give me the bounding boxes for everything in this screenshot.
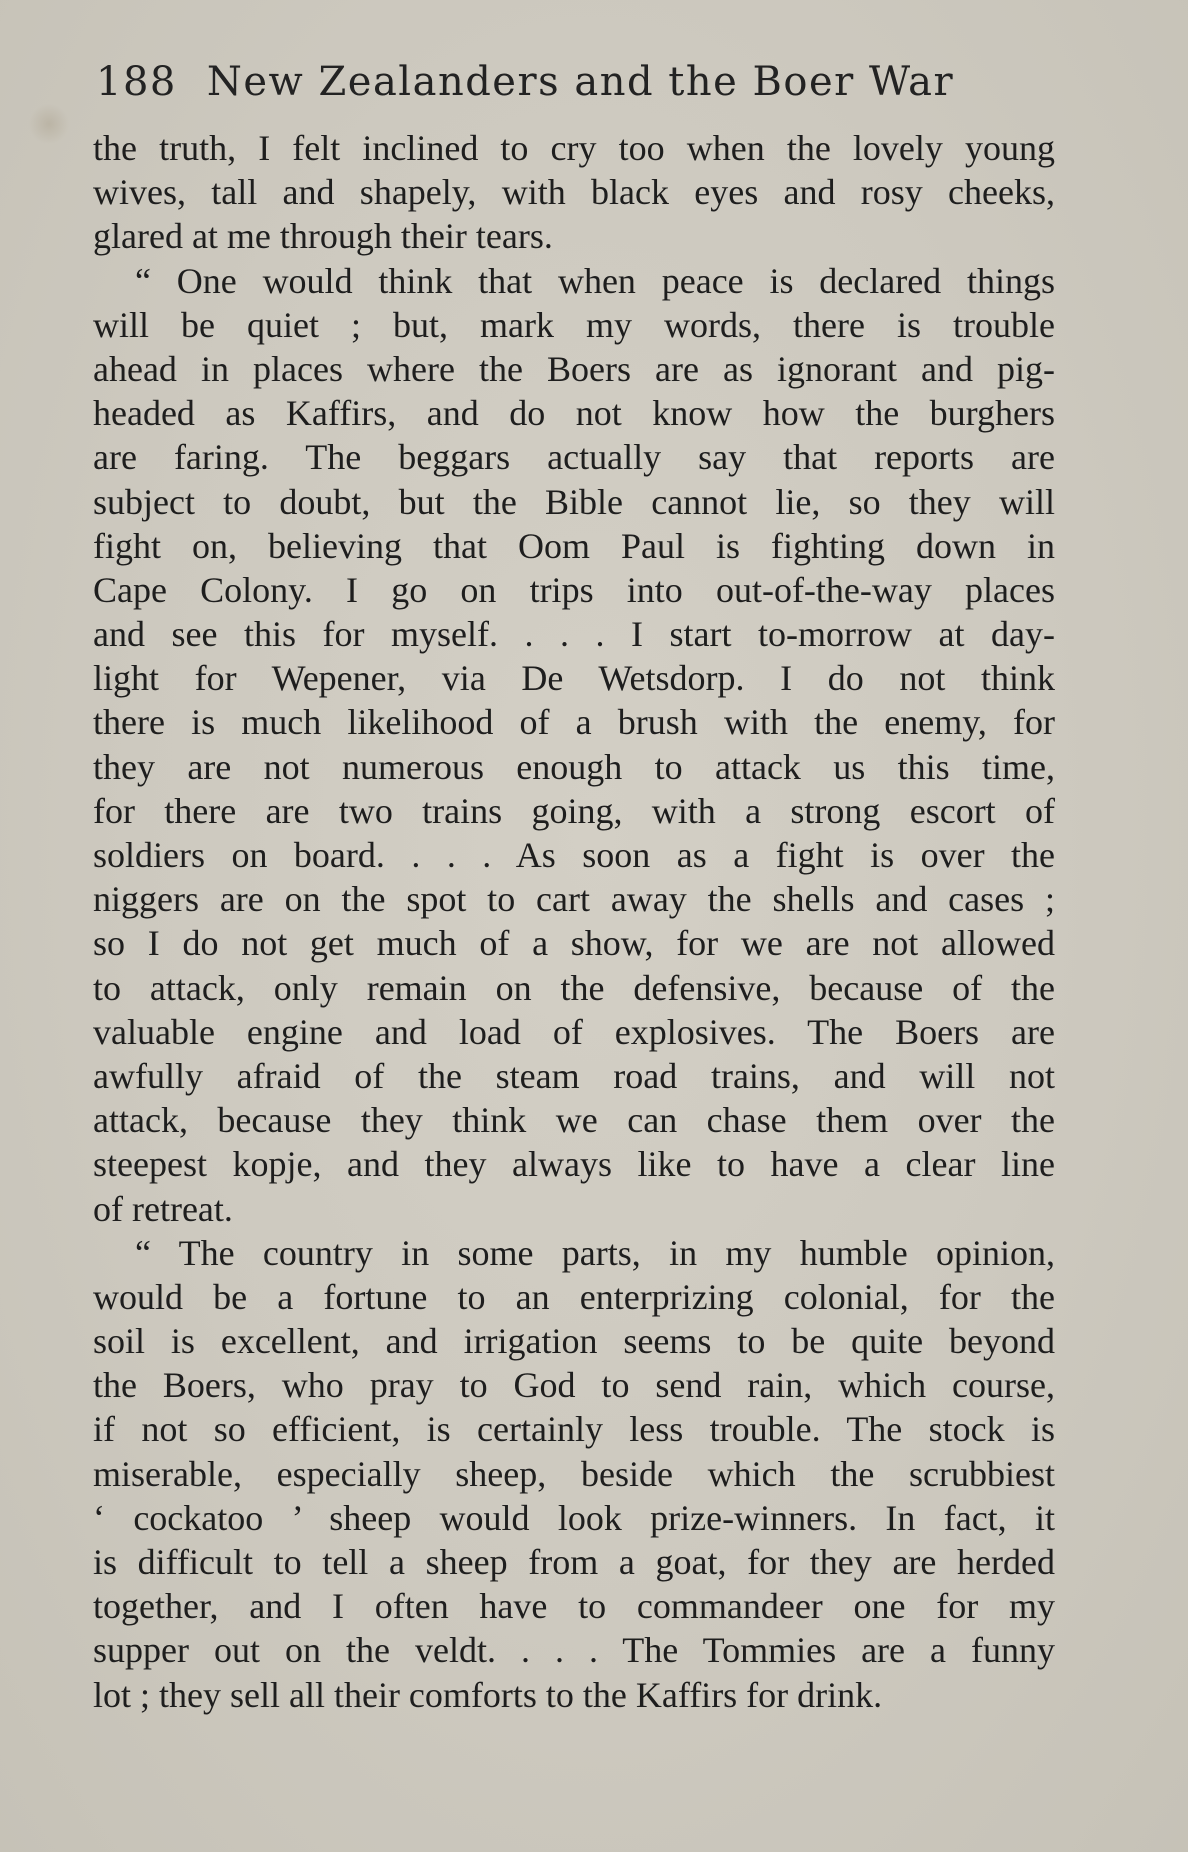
text-line: niggers are on the spot to cart away the shells and cases ;: [93, 879, 1055, 920]
text-line: steepest kopje, and they always like to have a clear line: [93, 1144, 1055, 1185]
text-line: the truth, I felt inclined to cry too when the lovely young: [93, 128, 1055, 168]
text-line: to attack, only remain on the defensive, because of the: [93, 967, 1055, 1008]
text-line: ‘ cockatoo ’ sheep would look prize-winners. In fact, it: [93, 1497, 1055, 1538]
text-line: wives, tall and shapely, with black eyes and rosy cheeks,: [93, 172, 1055, 213]
text-line: they are not numerous enough to attack us this time,: [93, 746, 1055, 787]
text-line: for there are two trains going, with a strong escort of: [93, 790, 1055, 831]
body-text: [93, 126, 1055, 1717]
text-line: fight on, believing that Oom Paul is fighting down in: [93, 525, 1055, 566]
text-line: there is much likelihood of a brush with the enemy, for: [93, 702, 1055, 743]
text-line: soldiers on board. . . . As soon as a fight is over the: [93, 835, 1055, 875]
running-title: New Zealanders and the Boer War: [206, 59, 955, 105]
text-line: would be a fortune to an enterprizing colonial, for the: [93, 1276, 1055, 1317]
text-line: glared at me through their tears.: [93, 216, 553, 257]
text-line: attack, because they think we can chase them over the: [93, 1100, 1055, 1141]
text-line: miserable, especially sheep, beside which the scrubbiest: [93, 1453, 1055, 1494]
text-line: valuable engine and load of explosives. The Boers are: [93, 1011, 1055, 1052]
text-line: awfully afraid of the steam road trains, and will not: [93, 1055, 1055, 1096]
text-line: together, and I often have to commandeer one for my: [93, 1586, 1055, 1627]
text-line: subject to doubt, but the Bible cannot lie, so they will: [93, 481, 1055, 522]
text-line: will be quiet ; but, mark my words, there is trouble: [93, 304, 1055, 345]
page-number: 188: [96, 59, 177, 105]
running-header: [96, 52, 1036, 112]
text-line: “ One would think that when peace is declared things: [135, 260, 1055, 301]
paper-stain: [28, 104, 70, 144]
text-line: if not so efficient, is certainly less trouble. The stock is: [93, 1409, 1055, 1450]
text-line: are faring. The beggars actually say that reports are: [93, 437, 1055, 478]
text-line: “ The country in some parts, in my humble opinion,: [135, 1232, 1055, 1273]
text-line: soil is excellent, and irrigation seems to be quite beyond: [93, 1321, 1055, 1362]
text-line: and see this for myself. . . . I start to-morrow at day-: [93, 614, 1055, 655]
text-line: so I do not get much of a show, for we are not allowed: [93, 923, 1055, 964]
text-line: of retreat.: [93, 1188, 233, 1229]
text-line: light for Wepener, via De Wetsdorp. I do not think: [93, 658, 1055, 699]
text-line: headed as Kaffirs, and do not know how the burghers: [93, 393, 1055, 434]
text-line: lot ; they sell all their comforts to the Kaffirs for drink.: [93, 1674, 883, 1715]
text-line: is difficult to tell a sheep from a goat, for they are herded: [93, 1542, 1055, 1582]
text-line: ahead in places where the Boers are as ignorant and pig-: [93, 348, 1055, 389]
text-line: supper out on the veldt. . . . The Tommies are a funny: [93, 1630, 1055, 1671]
text-line: the Boers, who pray to God to send rain, which course,: [93, 1365, 1055, 1406]
text-line: Cape Colony. I go on trips into out-of-the-way places: [93, 569, 1055, 610]
